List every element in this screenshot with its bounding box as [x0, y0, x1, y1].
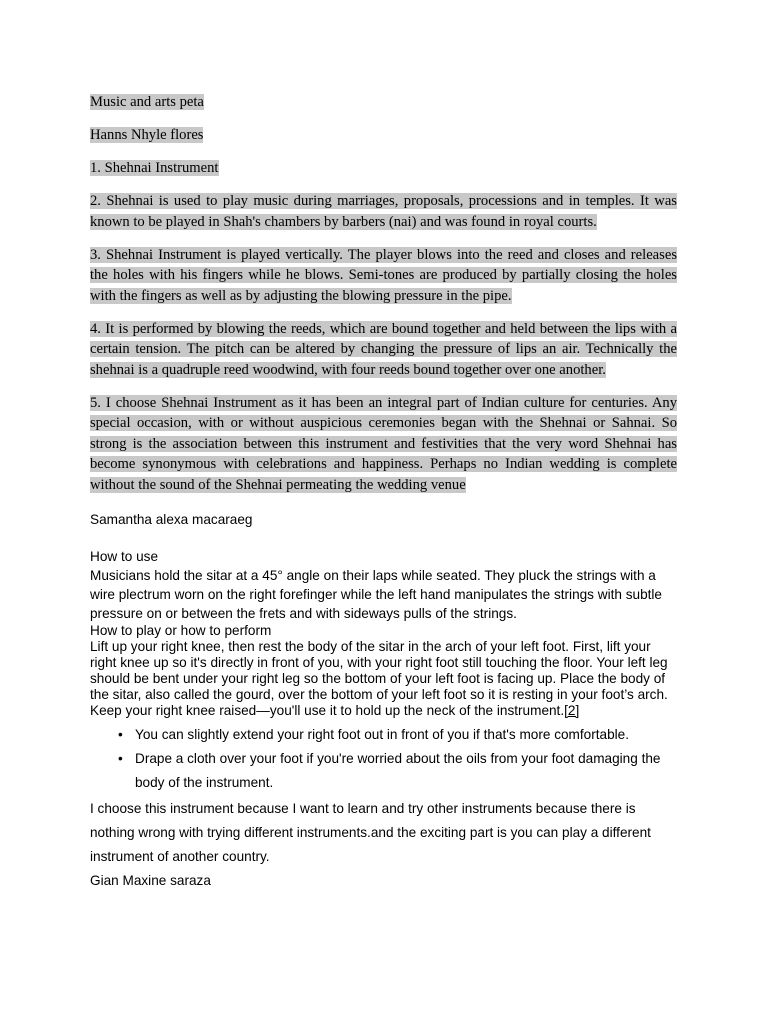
answer-4: [90, 319, 677, 381]
how-to-play-paragraph: [90, 639, 677, 719]
blank-line: [90, 529, 677, 547]
answer-3-text: 3. Shehnai Instrument is played vertically. The player blows into the reed and closes and releases the holes with his fingers while he blows. Semi-tones are produced by partially closing the holes with the fingers as well as by adjusting the blowing pressure in the pipe.: [90, 246, 677, 304]
answer-1-text: 1. Shehnai Instrument: [90, 160, 219, 176]
list-item: [118, 723, 677, 747]
how-to-use-heading: How to use: [90, 549, 159, 564]
footnote-ref-link[interactable]: [2]: [564, 703, 580, 718]
how-to-use-text: Musicians hold the sitar at a 45° angle on their laps while seated. They pluck the strings with a wire plectrum worn on the right forefinger while the left hand manipulates the strings with subtle pressure on or between the frets and with sideways pulls of the strings.: [90, 568, 662, 621]
answer-1: [90, 158, 677, 179]
title-text: Music and arts peta: [90, 94, 204, 110]
author-macaraeg: Samantha alexa macaraeg: [90, 512, 253, 527]
bullet-icon: •: [118, 751, 123, 766]
bullet-icon: •: [118, 727, 123, 742]
document-title: [90, 92, 677, 113]
list-item: [118, 747, 677, 795]
answer-2-text: 2. Shehnai is used to play music during marriages, proposals, processions and in temples. It was known to be played in Shah's chambers by barbers (nai) and was found in royal courts.: [90, 193, 677, 230]
list-item-text: Drape a cloth over your foot if you're worried about the oils from your foot damaging the body of the instrument.: [135, 751, 661, 790]
how-to-play-text: Lift up your right knee, then rest the body of the sitar in the arch of your left foot. First, lift your right knee up so it's directly in front of you, with your right foot still touching the floor. Your left leg should be bent under your right leg so the bottom of your left foot is facing up. Place the body of the sitar, also called the gourd, over the bottom of your left foot so it is resting in your foot’s arch. Keep your right knee raised—you'll use it to hold up the neck of the instrument.: [90, 639, 668, 718]
document-page: [90, 92, 677, 891]
author-flores-text: Hanns Nhyle flores: [90, 127, 204, 143]
tips-list: [90, 723, 677, 795]
choose-paragraph: I choose this instrument because I want to learn and try other instruments because there is nothing wrong with trying different instruments.and the exciting part is you can play a different instrument of another country.: [90, 801, 651, 864]
author-saraza: Gian Maxine saraza: [90, 873, 211, 888]
answer-5: [90, 393, 677, 496]
answer-4-text: 4. It is performed by blowing the reeds, which are bound together and held between the lips with a certain tension. The pitch can be altered by changing the pressure of lips an air. Technically the shehnai is a quadruple reed woodwind, with four reeds bound together over one another.: [90, 320, 677, 378]
list-item-text: You can slightly extend your right foot out in front of you if that's more comfortable.: [135, 727, 630, 742]
answer-2: [90, 191, 677, 232]
answer-5-text: 5. I choose Shehnai Instrument as it has been an integral part of Indian culture for centuries. Any special occasion, with or without auspicious ceremonies began with the Shehnai or Sahnai. So strong is the association between this instrument and festivities that the very word Shehnai has become synonymous with celebrations and happiness. Perhaps no Indian wedding is complete without the sound of the Shehnai permeating the wedding venue: [90, 394, 677, 493]
how-to-play-heading: How to play or how to perform: [90, 623, 272, 638]
author-flores: [90, 125, 677, 146]
answer-3: [90, 245, 677, 307]
